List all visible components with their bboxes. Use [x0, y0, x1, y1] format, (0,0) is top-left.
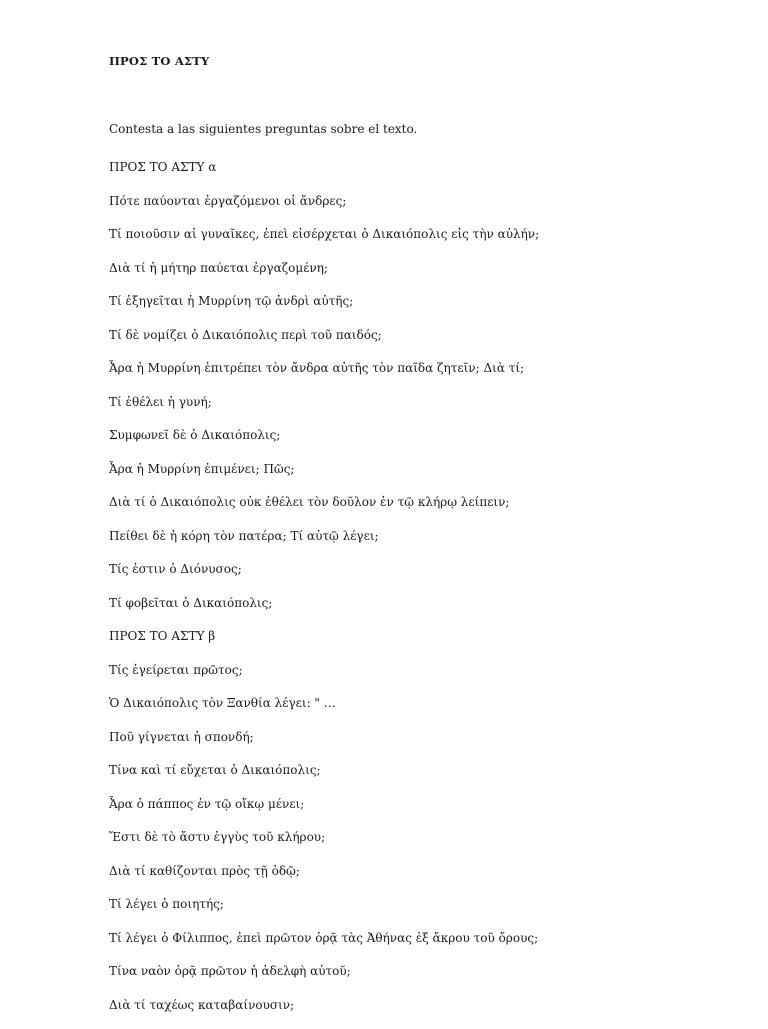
question-line: Ἆρα ἡ Μυρρίνη ἐπιτρέπει τὸν ἄνδρα αὐτῆς τὸν παῖδα ζητεῖν; Διὰ τί; [109, 359, 539, 393]
question-line: Ἔστι δὲ τὸ ἄστυ ἐγγὺς τοῦ κλήρου; [109, 828, 539, 862]
question-line: Τίνα καὶ τί εὔχεται ὁ Δικαιόπολις; [109, 761, 539, 795]
question-line: Διὰ τί ἡ μήτηρ παύεται ἐργαζομένη; [109, 259, 539, 293]
question-line: Διὰ τί καθίζονται πρὸς τῇ ὁδῷ; [109, 862, 539, 896]
question-line: Διὰ τί ὁ Δικαιόπολις οὐκ ἐθέλει τὸν δοῦλον ἐν τῷ κλήρῳ λείπειν; [109, 493, 539, 527]
document-intro: Contesta a las siguientes preguntas sobre el texto. [109, 122, 417, 136]
question-line: Τί ποιοῦσιν αἱ γυναῖκες, ἐπεὶ εἰσέρχεται ὁ Δικαιόπολις εἰς τὴν αὐλήν; [109, 225, 539, 259]
question-line: Συμφωνεῖ δὲ ὁ Δικαιόπολις; [109, 426, 539, 460]
question-line: Πείθει δὲ ἡ κόρη τὸν πατέρα; Τί αὐτῷ λέγει; [109, 527, 539, 561]
question-line: Τί λέγει ὁ ποιητής; [109, 895, 539, 929]
section-heading: ΠΡΟΣ ΤΟ ΑΣΤΥ α [109, 158, 539, 192]
question-line: Ἆρα ἡ Μυρρίνη ἐπιμένει; Πῶς; [109, 460, 539, 494]
section-heading: ΠΡΟΣ ΤΟ ΑΣΤΥ β [109, 627, 539, 661]
question-line: Ἆρα ὁ πάππος ἐν τῷ οἴκῳ μένει; [109, 795, 539, 829]
question-line: Τί λέγει ὁ Φίλιππος, ἐπεὶ πρῶτον ὁρᾷ τὰς Ἀθήνας ἐξ ἄκρου τοῦ ὄρους; [109, 929, 539, 963]
question-line: Τίνα ναὸν ὁρᾷ πρῶτον ἡ ἀδελφὴ αὐτοῦ; [109, 962, 539, 996]
question-line: Διὰ τί ταχέως καταβαίνουσιν; [109, 996, 539, 1029]
question-list [109, 158, 539, 1029]
question-line: Τί ἐθέλει ἡ γυνή; [109, 393, 539, 427]
question-line: Ὁ Δικαιόπολις τὸν Ξανθία λέγει: " … [109, 694, 539, 728]
question-line: Τί φοβεῖται ὁ Δικαιόπολις; [109, 594, 539, 628]
question-line: Τίς ἐστιν ὁ Διόνυσος; [109, 560, 539, 594]
question-line: Τί ἐξηγεῖται ἡ Μυρρίνη τῷ ἀνδρὶ αὐτῆς; [109, 292, 539, 326]
question-line: Πότε παύονται ἐργαζόμενοι οἱ ἄνδρες; [109, 192, 539, 226]
document-title: ΠΡΟΣ ΤΟ ΑΣΤΥ [109, 54, 209, 68]
question-line: Ποῦ γίγνεται ἡ σπονδή; [109, 728, 539, 762]
question-line: Τίς ἐγείρεται πρῶτος; [109, 661, 539, 695]
question-line: Τί δὲ νομίζει ὁ Δικαιόπολις περὶ τοῦ παιδός; [109, 326, 539, 360]
